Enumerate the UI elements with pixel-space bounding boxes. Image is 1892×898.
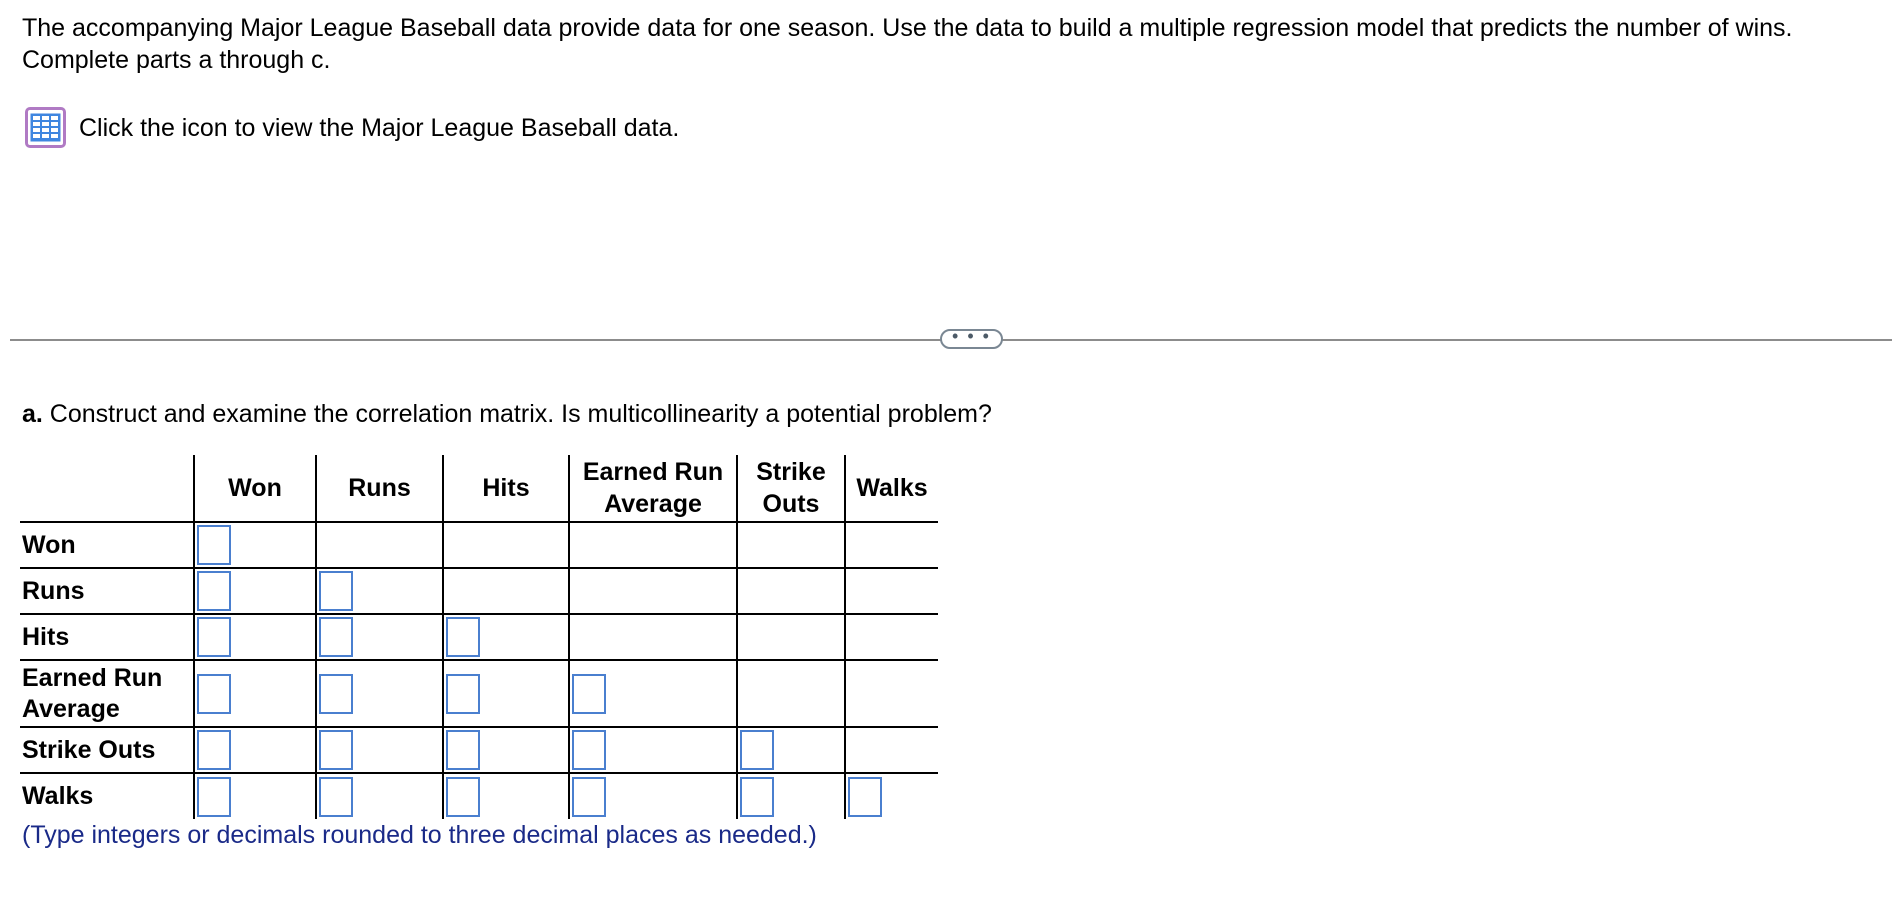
column-header-strike-outs-text: Strike Outs — [756, 458, 826, 518]
corr-input-so-era[interactable] — [572, 730, 606, 770]
column-header-earned-run-average — [569, 455, 737, 522]
corr-input-so-hits[interactable] — [446, 730, 480, 770]
more-options-button[interactable] — [940, 326, 1003, 349]
matrix-corner-cell — [20, 455, 194, 522]
part-a-text: Construct and examine the correlation matrix. Is multicollinearity a potential problem? — [42, 400, 992, 428]
ellipsis-icon: • • • — [952, 326, 991, 346]
corr-input-hits-hits[interactable] — [446, 617, 480, 657]
spreadsheet-icon[interactable] — [25, 107, 66, 148]
problem-intro: The accompanying Major League Baseball data provide data for one season. Use the data to build a multiple regression model that predicts the number of wins. Complete parts a through c. — [22, 14, 1793, 74]
corr-input-so-runs[interactable] — [319, 730, 353, 770]
corr-input-so-won[interactable] — [197, 730, 231, 770]
column-header-hits: Hits — [443, 455, 569, 522]
row-header-earned-run-average — [20, 660, 194, 727]
row-header-won: Won — [20, 522, 194, 568]
view-data-link-text[interactable]: Click the icon to view the Major League Baseball data. — [79, 113, 680, 142]
corr-input-hits-won[interactable] — [197, 617, 231, 657]
column-header-walks: Walks — [845, 455, 938, 522]
corr-input-walks-runs[interactable] — [319, 777, 353, 817]
corr-input-won-won[interactable] — [197, 525, 231, 565]
part-a-question — [22, 398, 992, 430]
corr-input-walks-so[interactable] — [740, 777, 774, 817]
column-header-earned-run-average-text: Earned Run Average — [582, 458, 724, 518]
row-header-hits: Hits — [20, 614, 194, 660]
corr-input-walks-hits[interactable] — [446, 777, 480, 817]
corr-input-era-runs[interactable] — [319, 674, 353, 714]
corr-input-era-won[interactable] — [197, 674, 231, 714]
view-data-link[interactable] — [25, 107, 679, 148]
row-header-walks: Walks — [22, 782, 94, 810]
corr-input-walks-era[interactable] — [572, 777, 606, 817]
correlation-matrix-table — [20, 455, 938, 819]
row-header-strike-outs: Strike Outs — [20, 727, 194, 773]
corr-input-runs-won[interactable] — [197, 571, 231, 611]
corr-input-hits-runs[interactable] — [319, 617, 353, 657]
corr-input-walks-walks[interactable] — [848, 777, 882, 817]
column-header-runs: Runs — [316, 455, 443, 522]
part-a-label: a. — [22, 400, 43, 428]
corr-input-era-era[interactable] — [572, 674, 606, 714]
row-header-runs: Runs — [20, 568, 194, 614]
answer-format-hint: (Type integers or decimals rounded to three decimal places as needed.) — [22, 821, 817, 849]
corr-input-runs-runs[interactable] — [319, 571, 353, 611]
column-header-strike-outs — [737, 455, 845, 522]
row-header-earned-run-average-text: Earned Run Average — [22, 663, 163, 723]
column-header-won: Won — [194, 455, 316, 522]
corr-input-era-hits[interactable] — [446, 674, 480, 714]
corr-input-walks-won[interactable] — [197, 777, 231, 817]
corr-input-so-so[interactable] — [740, 730, 774, 770]
